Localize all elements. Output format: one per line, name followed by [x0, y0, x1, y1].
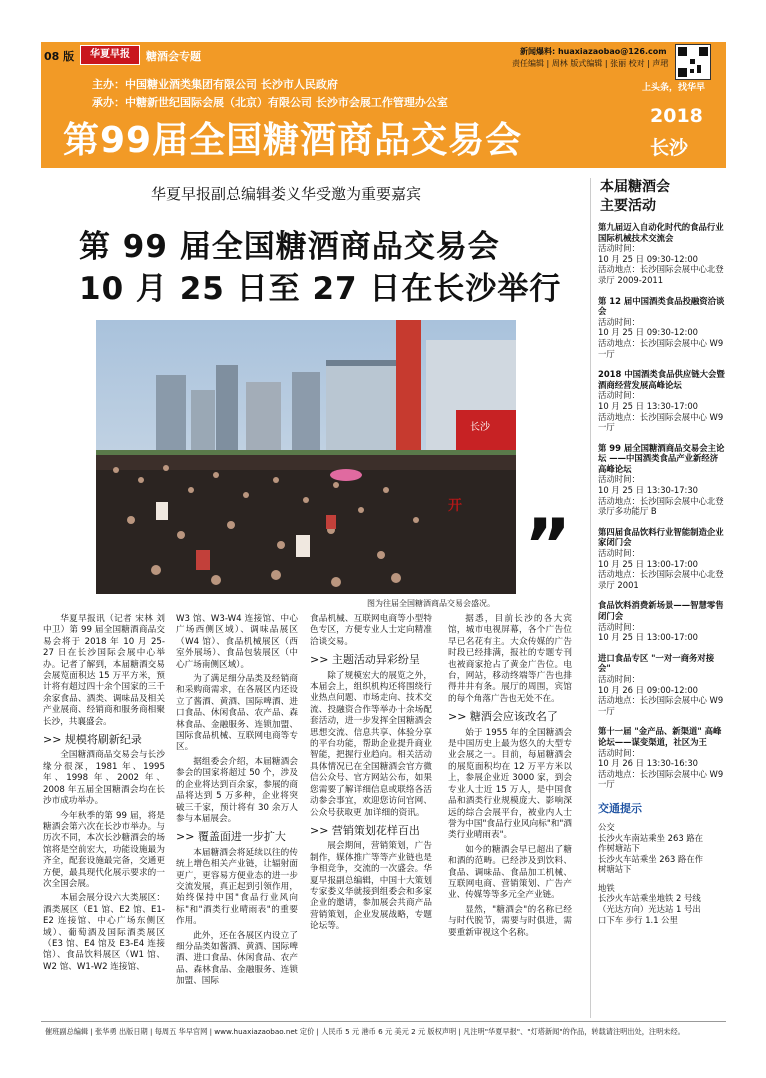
sidebar-title [600, 178, 726, 216]
event-date: 10 月 25 日 13:30-17:00 [598, 400, 699, 411]
paragraph: 据悉，目前长沙的各大宾馆，城市电视屏幕，各个广告位早已名花有主。大众传媒的广告时段已经排满，报社的专题专刊也被商家抢占了黄金广告位。电台，网站，移动终端等广告也排得井井有条。展厅的周围，宾馆的每个角落广告也无处不在。 [448, 614, 572, 704]
event-date: 10 月 25 日 13:00-17:00 [598, 558, 699, 569]
section-heading: >> 覆盖面进一步扩大 [176, 830, 286, 844]
paragraph: 展会期间，营销策划，广告制作，媒体推广等等产业链也是争相竞争，交流的一次盛会。华夏早报副总编辑，中国十大策划专家娄义华就接到组委会和多家企业的邀请，参加展会共商产品营销策划，企业发展战略，专题论坛等。 [310, 841, 432, 932]
event-item [598, 222, 726, 286]
event-date: 10 月 25 日 13:00-17:00 [598, 632, 699, 643]
event-item [598, 726, 726, 790]
event-time-label: 活动时间： [598, 747, 640, 758]
footer-info: 催班副总编辑 | 张华勇 出版日期 | 每周五 华早官网 | www.huaxiazaobao.net 定价 | 人民币 5 元 港币 6 元 美元 2 元 版权声明 | 凡注明"华夏早报"、"灯塔新闻"的作品，转载请注明出处，注明未经。 [45, 1027, 685, 1036]
event-time-label: 活动时间： [598, 390, 640, 401]
traffic-line: 树塘站下 [598, 864, 632, 875]
footer-rule [41, 1021, 726, 1022]
event-place: 活动地点：长沙国际会展中心 W9 一厅 [598, 337, 724, 359]
event-item [598, 653, 726, 717]
event-name: 2018 中国酒类食品供应链大会暨酒商经营发展高峰论坛 [598, 369, 725, 390]
quote-mark-icon: ” [524, 503, 572, 587]
traffic-line: 口下车 步行 1.1 公里 [598, 914, 678, 925]
event-date: 10 月 25 日 09:30-12:00 [598, 253, 699, 264]
traffic-mode: 地铁 [598, 882, 615, 893]
banner-year: 2018 [650, 105, 703, 127]
news-hotline: 新闻爆料: huaxiazaobao@126.com [520, 47, 667, 56]
event-time-label: 活动时间： [598, 621, 640, 632]
paragraph: W3 馆、W3-W4 连接馆、中心广场西侧区域）、调味品展区（W4 馆）、食品机械展区（西室外展场）、食品包装展区（中心广场南侧区域）。 [176, 614, 298, 670]
newspaper-logo: 华夏早报 [80, 45, 140, 65]
event-item [598, 527, 726, 591]
section-heading: >> 糖酒会应该改名了 [448, 710, 558, 724]
photo-sign-1: 长沙 [470, 422, 490, 433]
section-heading: >> 主题活动异彩纷呈 [310, 653, 420, 667]
expo-crowd-photo [96, 320, 516, 594]
event-name: 第 99 届全国糖酒商品交易会主论坛 ——中国酒类食品产业新经济高峰论坛 [598, 442, 725, 474]
headline-line-2: 10 月 25 日至 27 日在长沙举行 [79, 271, 562, 307]
photo-caption: 图为往届全国糖酒商品交易会盛况。 [367, 599, 495, 608]
paragraph: 华夏早报讯（记者 宋林 刘中卫）第 99 届全国糖酒商品交易会将于 2018 年 10 月 25-27 日在长沙国际会展中心举办。记者了解到，本届糖酒交易会展览面积达 15 万平方米，预计将有超过四十余个国家的三千余家食品、酒类、调味品及相关产业展商、经销商和服务商相聚长沙，共襄盛会。 [43, 614, 165, 727]
organizer-line: 承办：中糖新世纪国际会展（北京）有限公司 长沙市会展工作管理办公室 [92, 96, 448, 109]
event-item [598, 443, 726, 517]
event-name: 第十一届 "金产品、新渠道" 高峰论坛——谋变渠道，社区为王 [598, 726, 722, 747]
event-time-label: 活动时间： [598, 548, 640, 559]
event-time-label: 活动时间： [598, 474, 640, 485]
paragraph: 本届会展分设六大类展区：酒类展区（E1 馆、E2 馆、E1-E2 连接馆、中心广场东侧区域）、葡萄酒及国际酒类展区（E3 馆、E4 馆及 E3-E4 连接馆）、食品饮料展区（W1 馆、W2 馆、W1-W2 连接馆、 [43, 893, 165, 972]
event-time-label: 活动时间： [598, 316, 640, 327]
banner-title: 第99届全国糖酒商品交易会 [63, 120, 523, 161]
section-heading: >> 营销策划花样百出 [310, 823, 420, 837]
event-item [598, 296, 726, 360]
section-name: 糖酒会专题 [146, 50, 201, 63]
event-name: 第 12 届中国酒类食品投融资洽谈会 [598, 295, 725, 317]
traffic-line: 长沙火车站乘坐 263 路在作 [598, 853, 704, 864]
event-name: 食品饮料消费新场景——智慧零售闭门会 [598, 600, 724, 621]
activities-sidebar [598, 178, 726, 933]
paragraph: 始于 1955 年的全国糖酒会是中国历史上最为悠久的大型专业会展之一。目前，每届糖酒会的展览面积均在 12 万平方米以上，参展企业近 3000 家，到会专业人士近 15 万人，是中国食品和酒类行业规模庞大、影响深远的综合会展平台，被业内人士誉为中国"食品行业风向标"和"酒类行业晴雨表"。 [448, 727, 572, 841]
traffic-title: 交通提示 [598, 801, 642, 815]
qr-code-icon [675, 44, 711, 80]
section-heading: >> 规模将刷新纪录 [43, 733, 142, 747]
paragraph: 据组委会介绍，本届糖酒会参会的国家将超过 50 个，涉及的企业将达到百余家，参展的商品将达到 5 万多种，企业将突破三千家，预计将有 30 余万人参与本届展会。 [176, 756, 298, 824]
editor-credits: 责任编辑 | 周林 版式编辑 | 张丽 校对 | 声珺 [512, 59, 669, 68]
article-column-1 [43, 614, 165, 976]
traffic-line: （光达方向）光达站 1 号出 [598, 904, 701, 915]
event-place: 活动地点：长沙国际会展中心 W9 一厅 [598, 695, 724, 716]
article-subhead: 华夏早报副总编辑娄义华受邀为重要嘉宾 [151, 185, 422, 203]
event-date: 10 月 25 日 13:30-17:30 [598, 485, 699, 496]
traffic-item [598, 883, 726, 925]
event-time-label: 活动时间： [598, 243, 640, 254]
paragraph: 此外，还在各展区内设立了细分品类如酱酒、黄酒、国际啤酒、进口食品、休闲食品、农产品、森林食品、金融服务、连锁加盟、国际 [176, 930, 298, 987]
event-date: 10 月 25 日 09:30-12:00 [598, 327, 699, 338]
paragraph: 除了规模宏大的展览之外，本届会上，组织机构还将围绕行业热点问题、市场走向、技术交流、投融资合作等举办十余场配套活动，进一步发挥全国糖酒会思想交流、信息共享、体验分享的平台功能，帮助企业提升商业智能，把握行业趋向。相关活动具体情况已在全国糖酒会官方微信公众号、官方网站公布，如果您需要了解详细信息或联络各活动参会事宜，欢迎您访问官网、公众号获取更 加详细的资讯。 [310, 670, 432, 818]
event-date: 10 月 26 日 09:00-12:00 [598, 684, 699, 695]
event-item [598, 600, 726, 642]
event-item [598, 369, 726, 433]
event-date: 10 月 26 日 13:30-16:30 [598, 758, 699, 769]
paragraph: 如今的糖酒会早已超出了糖和酒的范畴。已经涉及到饮料、食品、调味品、食品加工机械、互联网电商、营销策划、广告产业、传媒等等多元全产业链。 [448, 844, 572, 901]
paragraph: 本届糖酒会将延续以往的传统上增色相关产业链，让辐射面更广，更容易方便业态的进一步交流发展，真正起到引领作用，始终保持中国"食品行业风向标"和"酒类行业晴雨表"的重要作用。 [176, 847, 298, 927]
event-name: 第四届食品饮料行业智能制造企业家闭门会 [598, 526, 724, 548]
event-time-label: 活动时间： [598, 673, 640, 684]
event-name: 进口食品专区 "一对一商务对接会" [598, 652, 715, 674]
event-place: 活动地点：长沙国际会展中心北登录厅多功能厅 B [598, 495, 724, 517]
paragraph: 为了满足细分品类及经销商和采购商需求，在各展区内还设立了酱酒、黄酒、国际啤酒、进口食品、休闲食品、农产品、森林食品、金融服务、连锁加盟、国际食品机械、互联网电商等专区。 [176, 674, 298, 753]
sidebar-title-line-1: 本届糖酒会 [600, 179, 670, 195]
article-column-4 [448, 614, 572, 942]
event-place: 活动地点：长沙国际会展中心北登录厅 2009-2011 [598, 264, 724, 285]
traffic-line: 作树塘站下 [598, 843, 640, 854]
paragraph: 食品机械、互联网电商等小型特色专区，方便专业人士定向精准洽谈交易。 [310, 614, 432, 647]
paragraph: 全国糖酒商品交易会与长沙缘分很深，1981 年、1995 年、1998 年、2002 年、2008 年五届全国糖酒会均在长沙市成功举办。 [43, 750, 165, 807]
traffic-line: 长沙火车站乘坐地铁 2 号线 [598, 893, 701, 904]
article-column-3 [310, 614, 432, 936]
sidebar-divider [590, 178, 591, 1018]
event-name: 第九届迈入自动化时代的食品行业国际机械技术交流会 [598, 222, 724, 243]
traffic-mode: 公交 [598, 821, 615, 832]
sidebar-title-line-2: 主要活动 [600, 198, 656, 214]
article-column-2 [176, 614, 298, 991]
event-place: 活动地点：长沙国际会展中心 W9 一厅 [598, 411, 724, 433]
paragraph: 显然，"糖酒会"的名称已经与时代脱节，需要与时俱进，需要重新审视这个名称。 [448, 904, 572, 938]
traffic-line: 长沙火车南站乘坐 263 路在 [598, 832, 704, 843]
headline-line-1: 第 99 届全国糖酒商品交易会 [79, 229, 500, 265]
event-place: 活动地点：长沙国际会展中心北登录厅 2001 [598, 569, 724, 590]
event-place: 活动地点：长沙国际会展中心 W9 一厅 [598, 768, 724, 790]
paragraph: 今年秋季的第 99 届，将是糖酒会第六次在长沙市举办。与历次不同，本次长沙糖酒会的场馆将是空前宏大，功能设施最为齐全，配套设施最完备，交通更方便，最具现代化展示要求的一次全国会展。 [43, 810, 165, 889]
host-line: 主办：中国糖业酒类集团有限公司 长沙市人民政府 [92, 78, 338, 91]
edition-number: 08 版 [44, 50, 75, 63]
photo-sign-2: 开 [448, 498, 462, 514]
banner-city: 长沙 [650, 137, 689, 159]
traffic-item [598, 822, 726, 875]
slogan: 上头条，找华早 [642, 83, 706, 93]
